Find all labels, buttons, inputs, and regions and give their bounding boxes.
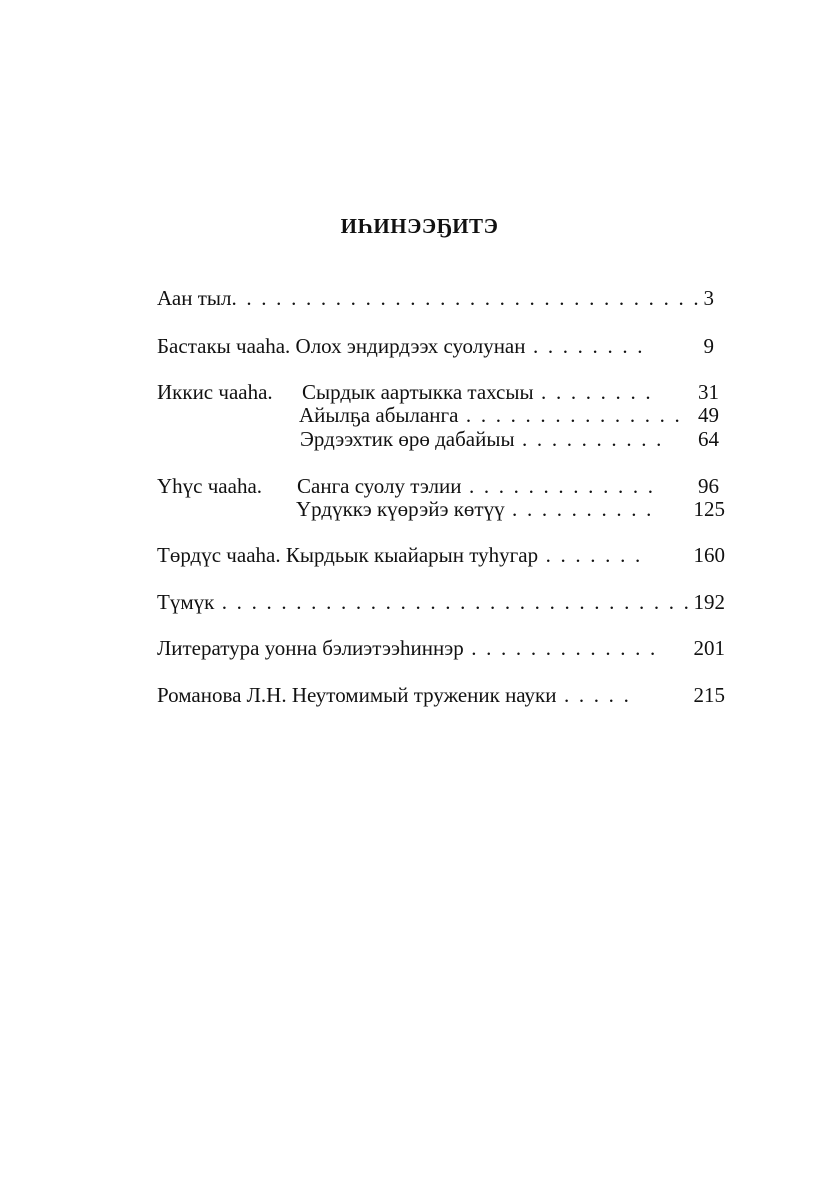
toc-entry-text: Романова Л.Н. Неутомимый труженик науки — [157, 683, 557, 707]
toc-entry-text: Төрдүс чааһа. Кырдьык кыайарын туһугар — [157, 543, 539, 567]
toc-entry — [157, 542, 642, 568]
toc-entry-text: Сырдык аартыкка тахсыы — [302, 380, 534, 404]
toc-entry-text: Эрдээхтик өрө дабайыы — [300, 427, 515, 451]
toc-entry — [157, 285, 701, 311]
toc-entry-text: Литература уонна бэлиэтээһиннэр — [157, 636, 464, 660]
toc-entry-text: Аан тыл — [157, 286, 232, 310]
toc-page-number: 125 — [693, 497, 725, 521]
toc-entry-text: Үрдүккэ күөрэйэ көтүү — [296, 497, 505, 521]
toc-leader-dots: . . . . . . . . . . . . . . . . . . . . . . . . . . . . . . . . — [231, 286, 701, 310]
toc-leader-dots: . . . . . . . . — [525, 334, 645, 358]
toc-leader-dots: . . . . . — [556, 683, 632, 707]
toc-page-number: 215 — [693, 683, 725, 707]
toc-leader-dots: . . . . . . . . — [533, 380, 653, 404]
toc-entry — [296, 496, 654, 522]
toc-page-number: 49 — [698, 403, 719, 427]
toc-entry — [157, 635, 657, 661]
toc-entry — [157, 589, 691, 615]
toc-leader-dots: . . . . . . . . . . — [514, 427, 664, 451]
toc-page-number: 64 — [698, 427, 719, 451]
toc-page-number: 3 — [703, 286, 714, 310]
toc-page-number: 201 — [693, 636, 725, 660]
toc-page-number: 160 — [693, 543, 725, 567]
toc-entry-text: Түмүк — [157, 590, 215, 614]
toc-entry — [299, 402, 682, 428]
toc-entry — [300, 426, 664, 452]
toc-entry-text: Санга суолу тэлии — [297, 474, 462, 498]
toc-title: ИҺИНЭЭҔИТЭ — [340, 214, 499, 238]
toc-leader-dots: . . . . . . . . . . . . . . . . . . . . . . . . . . . . . . . . — [214, 590, 692, 614]
toc-entry — [157, 333, 645, 359]
toc-leader-dots: . . . . . . . . . . — [504, 497, 654, 521]
toc-part-label: Иккис чааһа. — [157, 380, 273, 404]
toc-leader-dots: . . . . . . . . . . . . . . . — [458, 403, 682, 427]
toc-entry-text: Бастакы чааһа. Олох эндирдээх суолунан — [157, 334, 526, 358]
toc-entry-text: Айылҕа абыланга — [299, 403, 459, 427]
toc-part-label: Үһүс чааһа. — [157, 474, 263, 498]
toc-page-number: 9 — [703, 334, 714, 358]
toc-page-number: 96 — [698, 474, 719, 498]
toc-leader-dots: . . . . . . . . . . . . . — [463, 636, 658, 660]
toc-page-number: 192 — [693, 590, 725, 614]
toc-page-number: 31 — [698, 380, 719, 404]
toc-entry — [157, 682, 631, 708]
toc-leader-dots: . . . . . . . — [538, 543, 643, 567]
toc-leader-dots: . . . . . . . . . . . . . — [461, 474, 656, 498]
